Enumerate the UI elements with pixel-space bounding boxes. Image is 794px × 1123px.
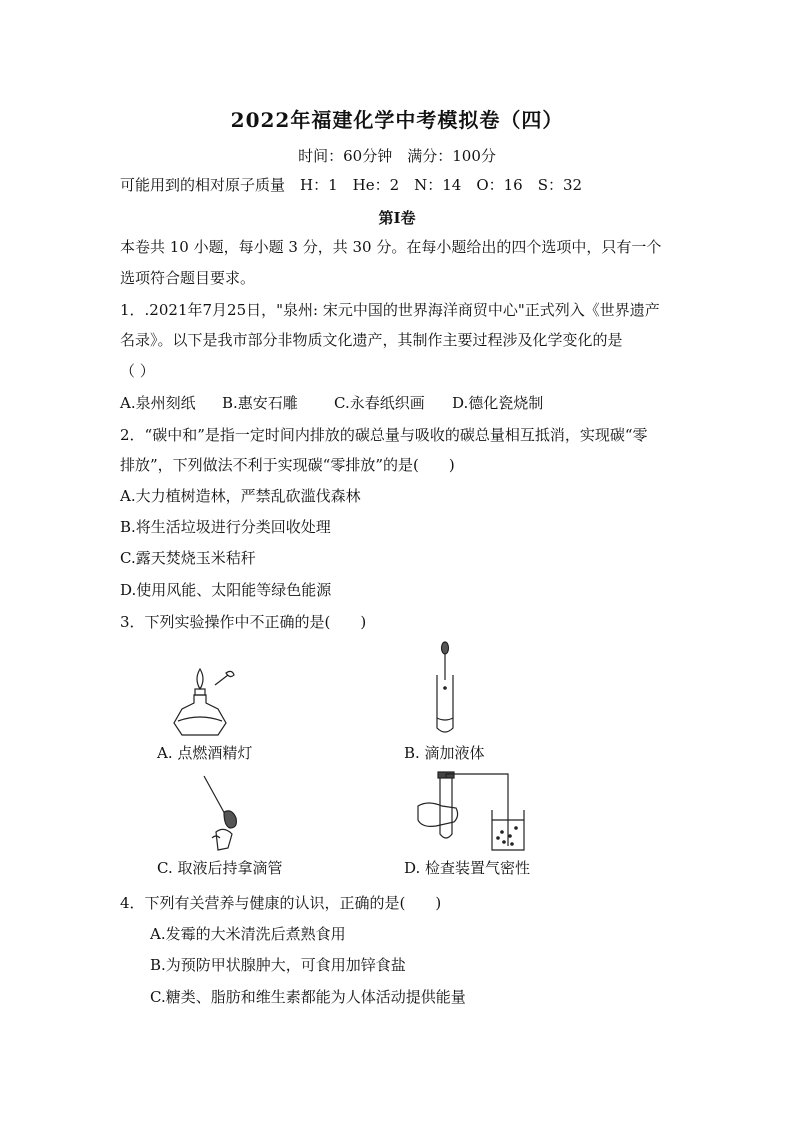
q2-option-c: C.露天焚烧玉米秸秆 — [120, 549, 256, 567]
hand-dropper-figure — [198, 772, 248, 852]
q4-option-c: C.糖类、脂肪和维生素都能为人体活动提供能量 — [150, 988, 466, 1006]
q3-caption-d: D. 检查装置气密性 — [404, 859, 531, 877]
q3-line-1: 3．下列实验操作中不正确的是( ) — [120, 613, 367, 631]
q2-option-a: A.大力植树造林，严禁乱砍滥伐森林 — [120, 487, 361, 505]
q2-line-1: 2．“碳中和”是指一定时间内排放的碳总量与吸收的碳总量相互抵消，实现碳“零 — [120, 426, 648, 444]
page-title: 2022年福建化学中考模拟卷（四） — [230, 108, 564, 132]
q2-line-2: 排放”，下列做法不利于实现碳“零排放”的是( ) — [120, 456, 455, 474]
alcohol-lamp-figure — [170, 665, 250, 740]
q2-option-d: D.使用风能、太阳能等绿色能源 — [120, 581, 332, 599]
time-info: 时间：60分钟 满分：100分 — [298, 147, 496, 165]
instructions-line-2: 选项符合题目要求。 — [120, 269, 256, 287]
q1-line-1: 1．.2021年7月25日，"泉州: 宋元中国的世界海洋商贸中心"正式列入《世界遗产 — [120, 301, 660, 319]
q1-option-a: A.泉州刻纸 — [120, 394, 196, 412]
q3-caption-c: C. 取液后持拿滴管 — [157, 859, 283, 877]
airtightness-check-figure — [412, 770, 532, 855]
q2-option-b: B.将生活垃圾进行分类回收处理 — [120, 518, 331, 536]
q4-option-b: B.为预防甲状腺肿大，可食用加锌食盐 — [150, 956, 406, 974]
section-heading: 第Ⅰ卷 — [378, 209, 416, 227]
dropper-test-tube-figure — [425, 640, 465, 740]
q1-option-b: B.惠安石雕 — [222, 394, 298, 412]
instructions-line-1: 本卷共 10 小题，每小题 3 分，共 30 分。在每小题给出的四个选项中，只有一个 — [120, 238, 662, 256]
q1-line-3: （ ） — [120, 362, 155, 380]
q4-option-a: A.发霉的大米清洗后煮熟食用 — [150, 925, 346, 943]
q4-line-1: 4．下列有关营养与健康的认识，正确的是( ) — [120, 894, 442, 912]
q3-caption-a: A. 点燃酒精灯 — [157, 744, 253, 762]
q1-line-2: 名录》。以下是我市部分非物质文化遗产，其制作主要过程涉及化学变化的是 — [120, 331, 623, 349]
q1-option-d: D.德化瓷烧制 — [452, 394, 544, 412]
q3-caption-b: B. 滴加液体 — [404, 744, 485, 762]
atomic-masses: 可能用到的相对原子质量 H：1 He：2 N：14 O：16 S：32 — [120, 176, 583, 194]
q1-option-c: C.永春纸织画 — [334, 394, 425, 412]
q1-options — [120, 393, 680, 413]
